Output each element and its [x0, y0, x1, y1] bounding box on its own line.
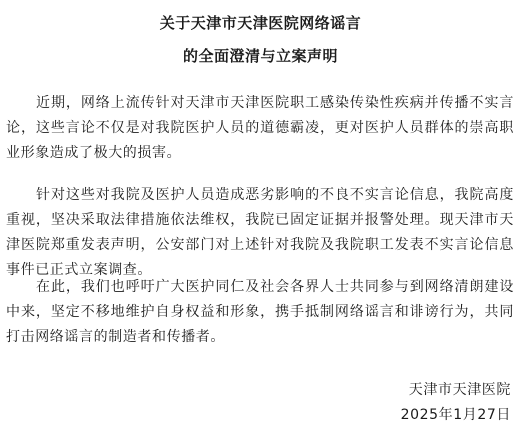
paragraph-rumor-background: 近期，网络上流传针对天津市天津医院职工感染传染性疾病并传播不实言论，这些言论不仅是对我院医护人员的道德霸凌，更对医护人员群体的崇高职业形象造成了极大的损害。: [6, 95, 514, 161]
signature-organization: 天津市天津医院: [408, 382, 511, 398]
document-title-line-2: 的全面澄清与立案声明: [182, 47, 338, 65]
paragraph-appeal: 在此，我们也呼吁广大医护同仁及社会各界人士共同参与到网络清朗建设中来，坚定不移地维护自身权益和形象，携手抵制网络谣言和诽谤行为，共同打击网络谣言的制造者和传播者。: [6, 279, 514, 345]
document-title-line-1: 关于天津市天津医院网络谣言: [159, 14, 362, 32]
paragraph-legal-action: 针对这些对我院及医护人员造成恶劣影响的不良不实言论信息，我院高度重视，坚决采取法律措施依法维权，我院已固定证据并报警处理。现天津市天津医院郑重发表声明，公安部门对上述针对我院及我院职工发表不实言论信息事件已正式立案调查。: [6, 187, 514, 278]
signature-date: 2025年1月27日: [400, 407, 511, 423]
